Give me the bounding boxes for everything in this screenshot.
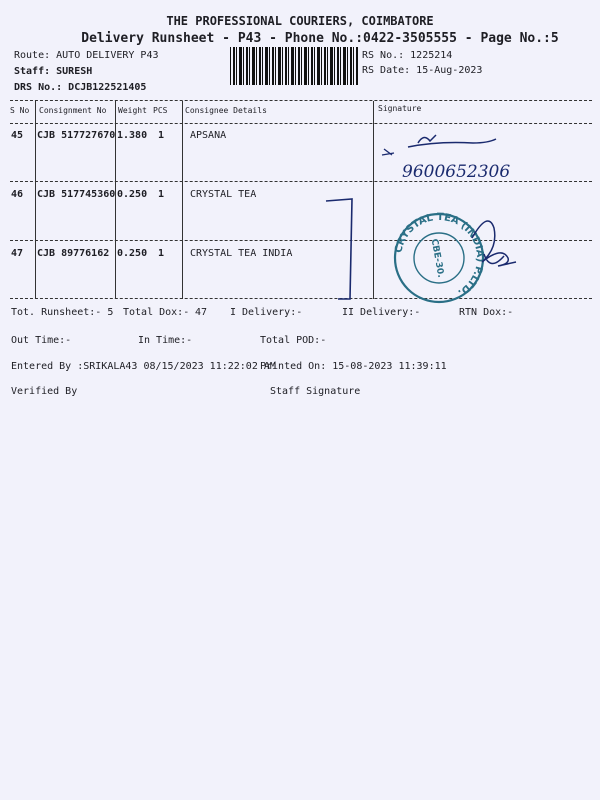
row-45-signature [378,125,578,185]
row-45-pcs: 1 [158,130,165,141]
out-time-label: Out Time:- [11,335,72,346]
tot-runsheet: Tot. Runsheet:- 5 [11,307,114,318]
printed-on: Printed On: 15-08-2023 11:39:11 [260,361,447,372]
row-47-consignment: CJB 89776162 [37,248,110,259]
drs-number: DRS No.: DCJB122521405 [14,82,147,93]
col-sep-4 [373,101,374,299]
svg-text:CRYSTAL TEA (INDIA) P.LTD.: CRYSTAL TEA (INDIA) P.LTD. [393,211,486,299]
row-47-consignee: CRYSTAL TEA INDIA [190,248,293,259]
row-46-consignment: CJB 517745360 [37,189,116,200]
runsheet-subtitle: Delivery Runsheet - P43 - Phone No.:0422-3505555 - Page No.:5 [81,31,559,46]
i-delivery-label: I Delivery:- [230,307,303,318]
col-header-weight: Weight [118,106,147,115]
row-46-weight: 0.250 [117,189,148,200]
svg-text:CBE-30.: CBE-30. [428,238,446,279]
staff-label: Staff: SURESH [14,66,93,77]
entered-by: Entered By :SRIKALA43 08/15/2023 11:22:02 AM [11,361,276,372]
col-sep-3 [182,101,183,299]
rtn-dox-label: RTN Dox:- [459,307,514,318]
row-45-sno: 45 [11,130,24,141]
row-46-sno: 46 [11,189,24,200]
ii-delivery-label: II Delivery:- [342,307,421,318]
table-top-rule [10,100,592,101]
row-45-weight: 1.380 [117,130,148,141]
row-47-pcs: 1 [158,248,165,259]
row-46-consignee: CRYSTAL TEA [190,189,257,200]
rs-number: RS No.: 1225214 [362,50,453,61]
total-dox-value: 47 [195,307,208,318]
row-45-consignee: APSANA [190,130,227,141]
staff-signature-label: Staff Signature [270,386,361,397]
company-stamp [392,208,542,313]
col-header-sno: S No [10,106,30,115]
col-header-consignment: Consignment No [39,106,107,115]
row-47-weight: 0.250 [117,248,148,259]
route-label: Route: AUTO DELIVERY P43 [14,50,159,61]
verified-by-label: Verified By [11,386,78,397]
row-46-pcs: 1 [158,189,165,200]
col-header-pcs: PCS [153,106,168,115]
col-header-signature: Signature [378,104,422,113]
barcode [230,47,358,85]
row-47-sno: 47 [11,248,24,259]
col-sep-1 [35,101,36,299]
pen-bracket-mark [320,195,360,305]
table-header-rule [10,123,592,124]
row-45-handwritten-phone: 9600652306 [402,162,511,182]
rs-date: RS Date: 15-Aug-2023 [362,65,483,76]
row-45-rule [10,181,592,182]
total-dox-label: Total Dox:- [123,307,190,318]
in-time-label: In Time:- [138,335,193,346]
col-header-consignee: Consignee Details [185,106,267,115]
row-45-consignment: CJB 517727670 [37,130,116,141]
company-title: THE PROFESSIONAL COURIERS, COIMBATORE [166,14,434,28]
total-pod-label: Total POD:- [260,335,327,346]
